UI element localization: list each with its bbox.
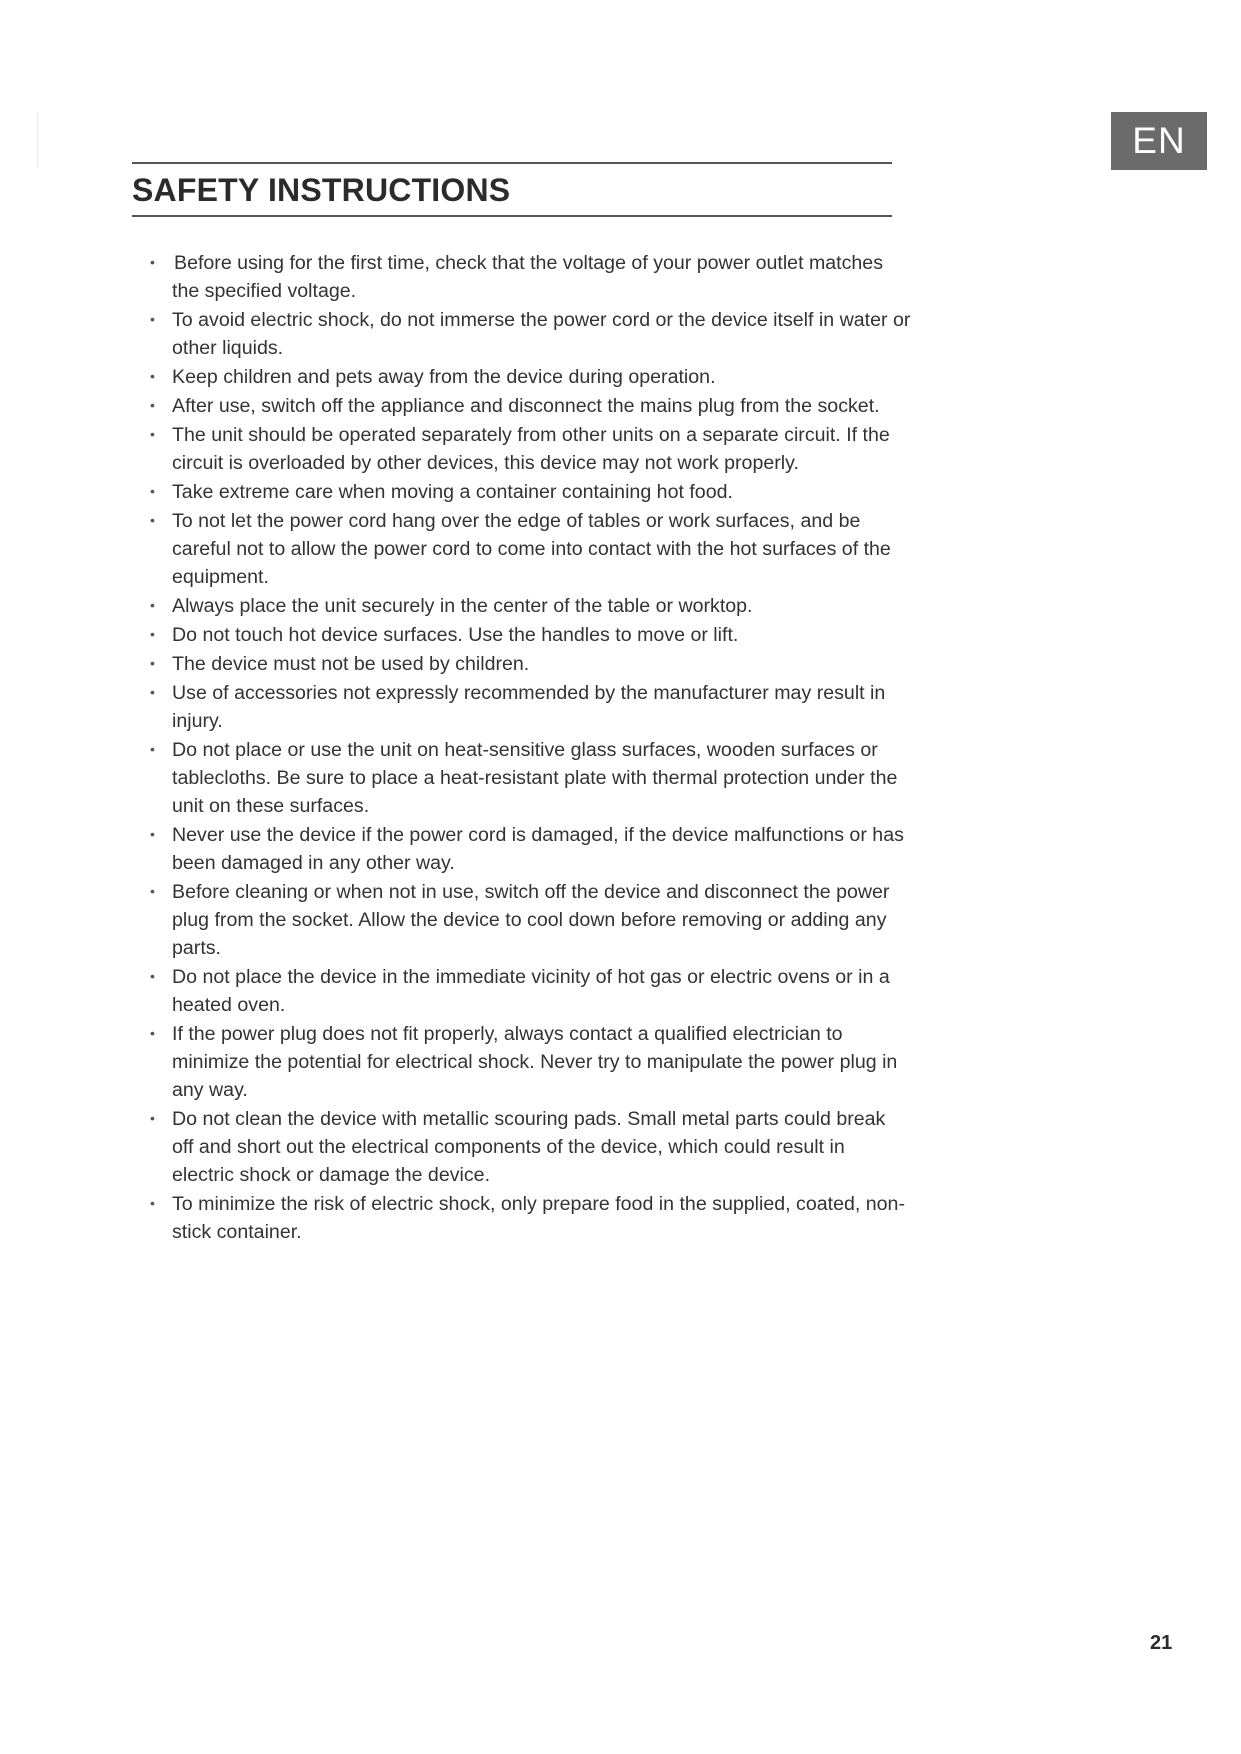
bullet-icon: • <box>150 311 155 327</box>
list-item-text: Do not touch hot device surfaces. Use the handles to move or lift. <box>172 624 739 646</box>
list-item <box>132 877 912 962</box>
safety-instructions-list <box>132 248 912 1246</box>
list-item-text: Use of accessories not expressly recommended by the manufacturer may result in injury. <box>172 682 886 732</box>
list-item <box>132 248 912 305</box>
list-item <box>132 477 912 506</box>
list-item <box>132 391 912 420</box>
list-item-text: Before using for the first time, check that the voltage of your power outlet matches the specified voltage. <box>172 252 884 302</box>
bullet-icon: • <box>150 512 155 528</box>
list-item <box>132 735 912 820</box>
bullet-icon: • <box>150 968 155 984</box>
list-item <box>132 305 912 362</box>
bullet-icon: • <box>150 254 155 270</box>
list-item <box>132 1104 912 1189</box>
list-item <box>132 506 912 591</box>
list-item <box>132 420 912 477</box>
list-item-text: After use, switch off the appliance and disconnect the mains plug from the socket. <box>172 395 880 417</box>
bullet-icon: • <box>150 397 155 413</box>
list-item <box>132 962 912 1019</box>
bullet-icon: • <box>150 1195 155 1211</box>
list-item <box>132 820 912 877</box>
list-item-text: To avoid electric shock, do not immerse the power cord or the device itself in water or other liquids. <box>172 309 911 359</box>
section-title: SAFETY INSTRUCTIONS <box>132 172 511 208</box>
bullet-icon: • <box>150 368 155 384</box>
page-edge-line <box>37 112 38 168</box>
bullet-icon: • <box>150 626 155 642</box>
list-item <box>132 1019 912 1104</box>
language-badge: EN <box>1111 112 1207 170</box>
list-item-text: The device must not be used by children. <box>172 653 530 675</box>
list-item <box>132 649 912 678</box>
bullet-icon: • <box>150 597 155 613</box>
list-item-text: The unit should be operated separately from other units on a separate circuit. If the circuit is overloaded by other devices, this device may not work properly. <box>172 424 890 474</box>
list-item-text: Never use the device if the power cord is damaged, if the device malfunctions or has been damaged in any other way. <box>172 824 904 874</box>
bullet-icon: • <box>150 826 155 842</box>
list-item-text: Keep children and pets away from the device during operation. <box>172 366 716 388</box>
list-item-text: Take extreme care when moving a container containing hot food. <box>172 481 733 503</box>
list-item-text: Do not place or use the unit on heat-sensitive glass surfaces, wooden surfaces or tablecloths. Be sure to place a heat-resistant plate with thermal protection under the unit on these surfaces. <box>172 739 898 817</box>
bullet-icon: • <box>150 684 155 700</box>
list-item-text: If the power plug does not fit properly, always contact a qualified electrician to minimize the potential for electrical shock. Never try to manipulate the power plug in any way. <box>172 1023 898 1101</box>
list-item-text: Before cleaning or when not in use, switch off the device and disconnect the power plug from the socket. Allow the device to cool down before removing or adding any parts. <box>172 881 890 959</box>
list-item-text: Always place the unit securely in the center of the table or worktop. <box>172 595 753 617</box>
bullet-icon: • <box>150 483 155 499</box>
title-top-rule <box>132 162 892 164</box>
title-bottom-rule <box>132 215 892 217</box>
page-number: 21 <box>1150 1632 1173 1654</box>
list-item-text: Do not place the device in the immediate vicinity of hot gas or electric ovens or in a heated oven. <box>172 966 890 1016</box>
list-item-text: To not let the power cord hang over the edge of tables or work surfaces, and be careful not to allow the power cord to come into contact with the hot surfaces of the equipment. <box>172 510 891 588</box>
list-item-text: To minimize the risk of electric shock, only prepare food in the supplied, coated, non-stick container. <box>172 1193 905 1243</box>
bullet-icon: • <box>150 1110 155 1126</box>
bullet-icon: • <box>150 883 155 899</box>
list-item <box>132 591 912 620</box>
bullet-icon: • <box>150 655 155 671</box>
list-item <box>132 620 912 649</box>
bullet-icon: • <box>150 1025 155 1041</box>
bullet-icon: • <box>150 426 155 442</box>
bullet-icon: • <box>150 741 155 757</box>
list-item <box>132 1189 912 1246</box>
list-item <box>132 678 912 735</box>
list-item <box>132 362 912 391</box>
list-item-text: Do not clean the device with metallic scouring pads. Small metal parts could break off and short out the electrical components of the device, which could result in electric shock or damage the device. <box>172 1108 886 1186</box>
